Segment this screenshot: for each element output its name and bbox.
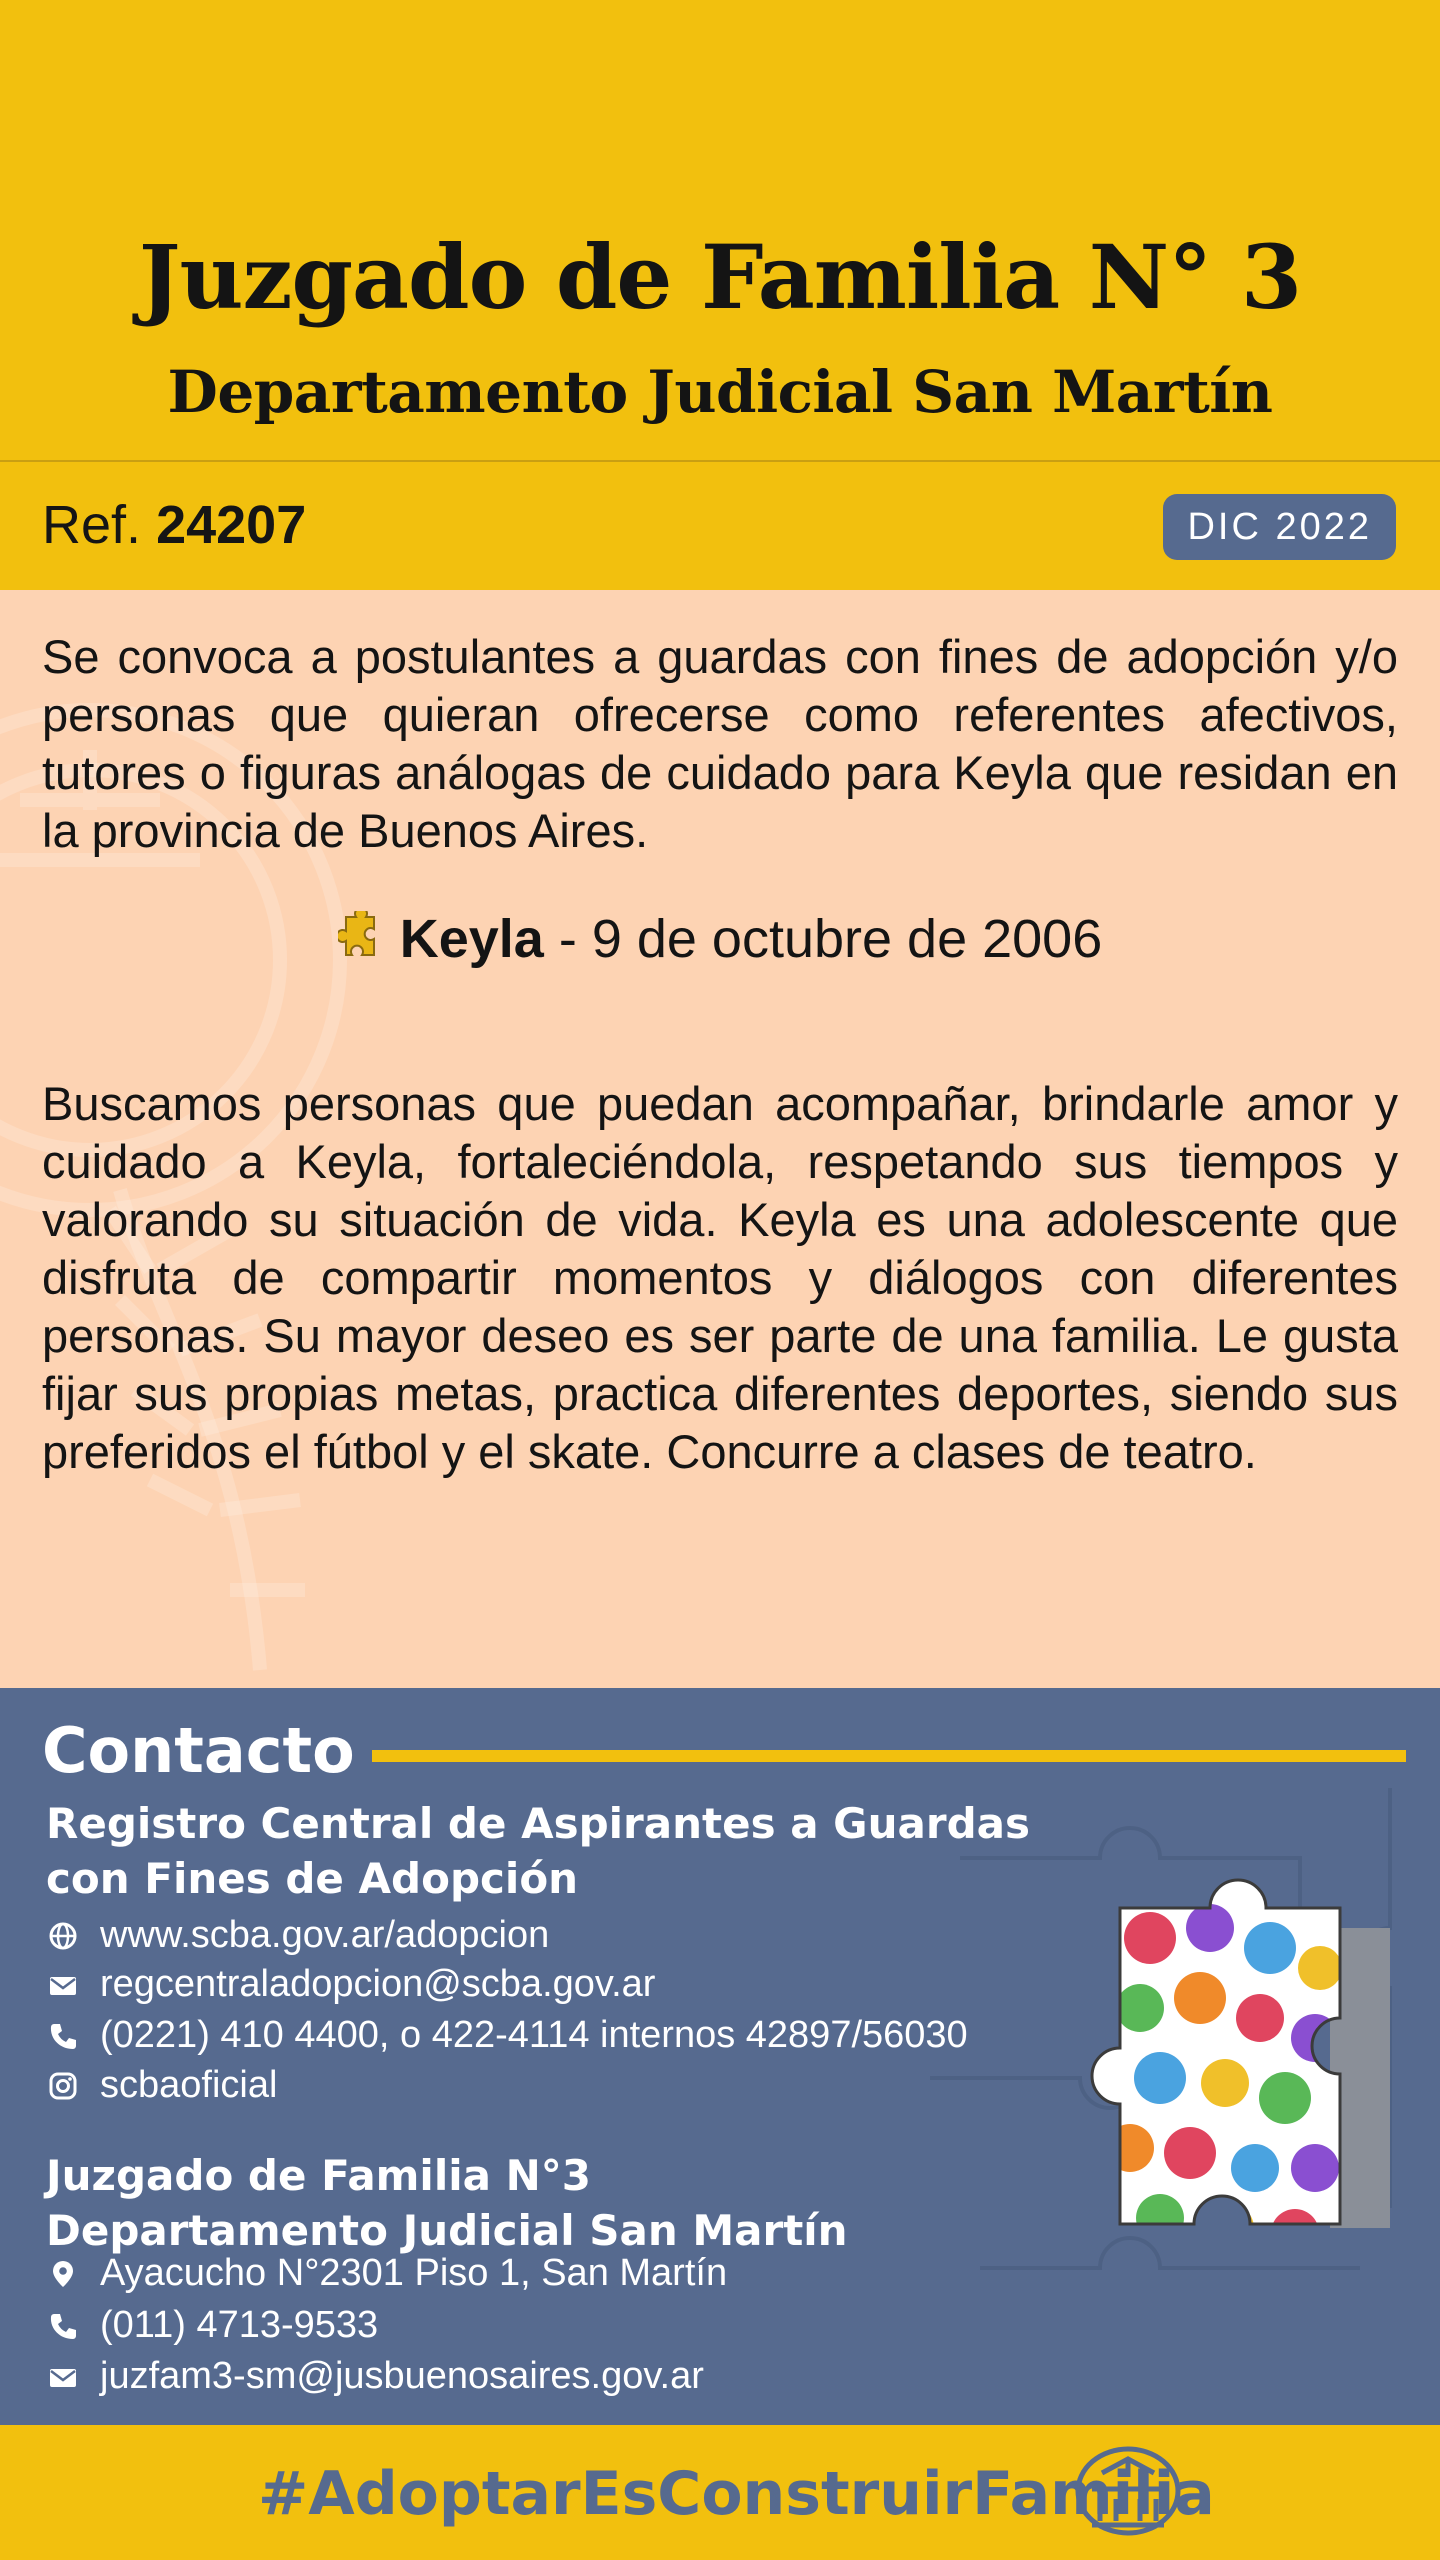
puzzle-piece-icon [338, 911, 380, 963]
reference-number [42, 494, 306, 556]
child-info [0, 908, 1440, 970]
header [0, 0, 1440, 462]
date-badge: DIC 2022 [1163, 494, 1396, 560]
org-juzgado-line1: Juzgado de Familia N°3 [46, 2151, 591, 2200]
website-link[interactable]: www.scba.gov.ar/adopcion [100, 1914, 550, 1956]
phone-icon [48, 2311, 78, 2341]
org-registro-line2: con Fines de Adopción [46, 1854, 579, 1903]
instagram-handle[interactable]: scbaoficial [100, 2064, 278, 2106]
instagram-icon [48, 2071, 78, 2101]
email-link[interactable]: regcentraladopcion@scba.gov.ar [100, 1963, 656, 2005]
location-pin-icon [48, 2259, 78, 2289]
org-registro-name [46, 1796, 1046, 1906]
org-juzgado-name [46, 2148, 1046, 2258]
heart-puzzle-piece-icon [1090, 1868, 1410, 2288]
contact-divider [372, 1750, 1406, 1762]
intro-paragraph: Se convoca a postulantes a guardas con fines de adopción y/o personas que quieran ofrecerse como referentes afectivos, tutores o figuras análogas de cuidado para Keyla que residan en la provincia de Buenos Aires. [42, 630, 1398, 857]
reference-bar [0, 462, 1440, 590]
hashtag: #AdoptarEsConstruirFamilia [258, 2459, 1215, 2529]
contact-section [0, 1688, 1440, 2425]
court-building-logo-icon [1072, 2443, 1184, 2543]
phone-text-juzgado[interactable]: (011) 4713-9533 [100, 2304, 379, 2346]
address-text: Ayacucho N°2301 Piso 1, San Martín [100, 2252, 728, 2294]
page-subtitle: Departamento Judicial San Martín [167, 358, 1273, 426]
main-content [0, 590, 1440, 1688]
description-paragraph: Buscamos personas que puedan acompañar, brindarle amor y cuidado a Keyla, fortaleciéndola, respetando sus tiempos y valorando su situación de vida. Keyla es una adolescente que disfruta de compartir momentos y diálogos con diferentes personas. Su mayor deseo es ser parte de una familia. Le gusta fijar sus propias metas, practica diferentes deportes, siendo sus preferidos el fútbol y el skate. Concurre a clases de teatro. [42, 1077, 1398, 1478]
email-link-juzgado[interactable]: juzfam3-sm@jusbuenosaires.gov.ar [100, 2355, 704, 2397]
child-name: Keyla [399, 909, 544, 969]
page-title: Juzgado de Familia N° 3 [138, 225, 1302, 329]
mail-icon [48, 2362, 78, 2392]
globe-icon [48, 1921, 78, 1951]
org-registro-line1: Registro Central de Aspirantes a Guardas [46, 1799, 1030, 1848]
contact-title: Contacto [42, 1714, 355, 1787]
child-birthdate: - 9 de octubre de 2006 [543, 909, 1103, 969]
org-juzgado-line2: Departamento Judicial San Martín [46, 2206, 848, 2255]
footer [0, 2425, 1440, 2560]
phone-icon [48, 2021, 78, 2051]
reference-value: 24207 [156, 495, 307, 555]
mail-icon [48, 1970, 78, 2000]
phone-text[interactable]: (0221) 410 4400, o 422-4114 internos 42897/56030 [100, 2014, 968, 2056]
reference-prefix: Ref. [42, 495, 142, 555]
